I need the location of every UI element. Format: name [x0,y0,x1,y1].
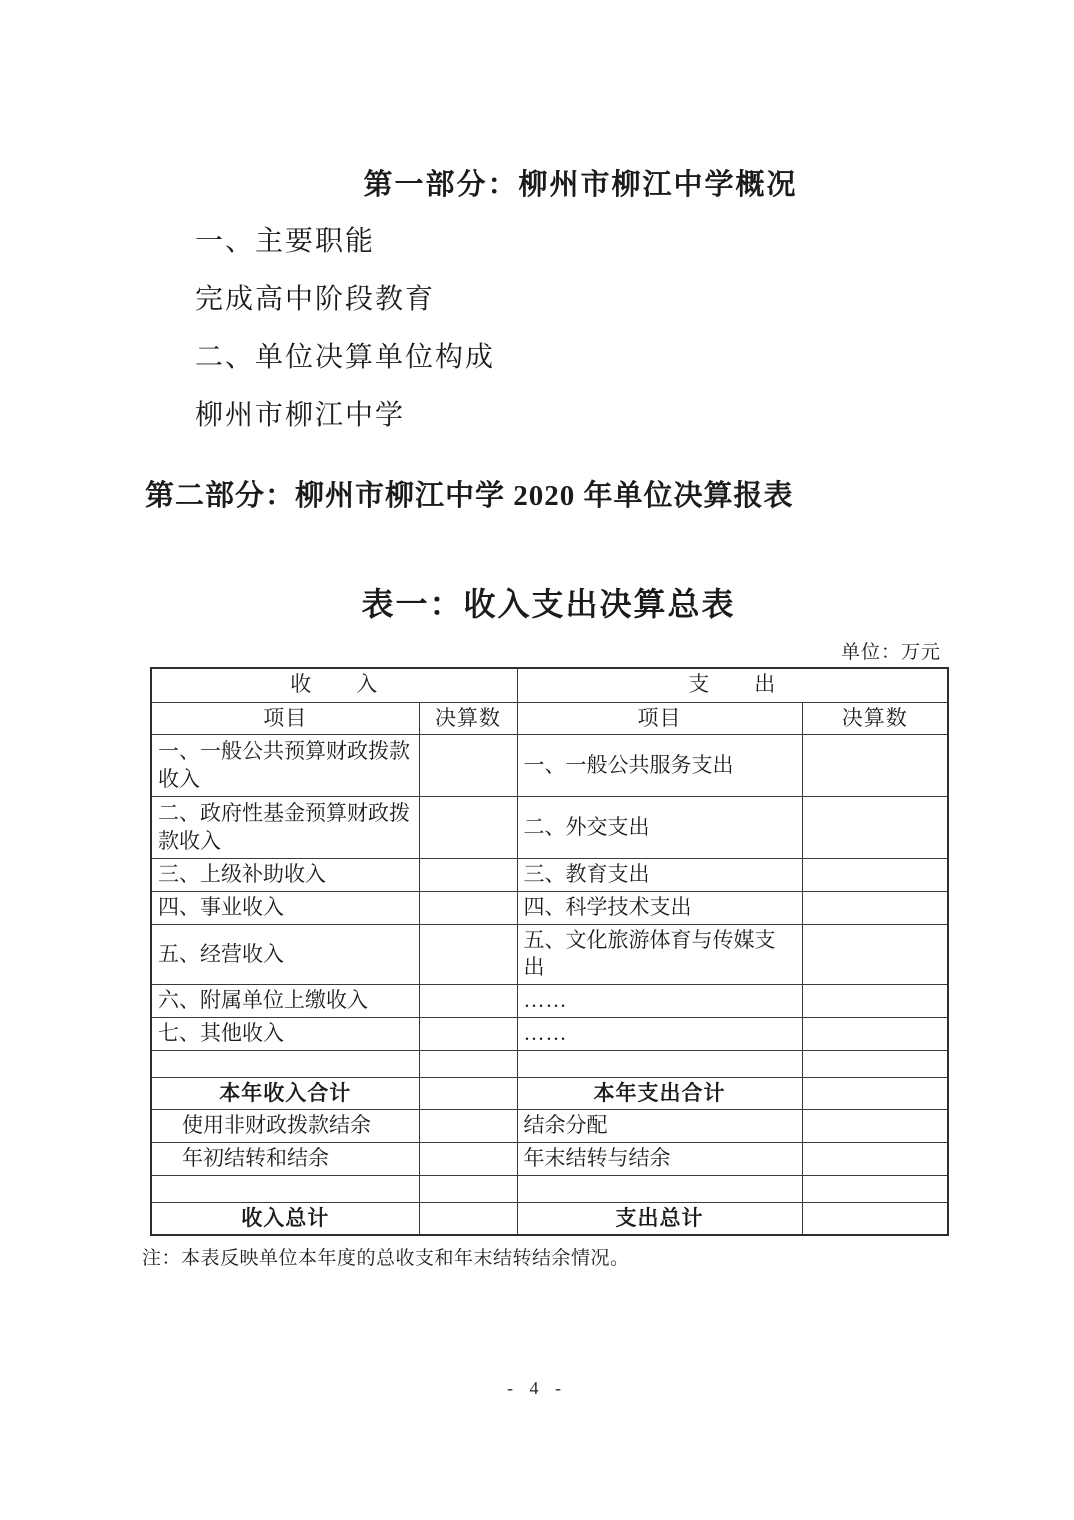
income-item-cell: 六、附属单位上缴收入 [151,985,419,1018]
income-amount-cell [419,1017,517,1050]
table1-title: 表一：收入支出决算总表 [361,586,736,622]
paragraph-unit-composition-heading: 二、单位决算单位构成 [195,342,496,373]
income-amount-cell [419,735,517,797]
expense-amount-cell [802,1202,948,1235]
expense-amount-cell [802,859,948,892]
table-note: 注：本表反映单位本年度的总收支和年末结转结余情况。 [142,1248,630,1270]
income-amount-header: 决算数 [419,702,517,735]
table-row [151,797,948,859]
expense-item-cell: …… [517,985,802,1018]
income-amount-cell [419,1175,517,1202]
table-column-header-row [151,702,948,735]
income-item-cell: 收入总计 [151,1202,419,1235]
income-item-cell: 七、其他收入 [151,1017,419,1050]
expense-item-cell: 支出总计 [517,1202,802,1235]
income-item-cell [151,1050,419,1077]
table-row-yearly-total [151,1077,948,1110]
table-row [151,924,948,984]
income-item-header: 项目 [151,702,419,735]
income-item-cell [151,1175,419,1202]
income-item-cell: 使用非财政拨款结余 [151,1110,419,1143]
expense-group-header: 支 出 [517,668,948,702]
income-item-cell: 本年收入合计 [151,1077,419,1110]
table-row-blank [151,1050,948,1077]
table-row-blank [151,1175,948,1202]
expense-amount-cell [802,1077,948,1110]
expense-item-cell: 年末结转与结余 [517,1142,802,1175]
table-row [151,1017,948,1050]
expense-amount-cell [802,1175,948,1202]
income-amount-cell [419,1142,517,1175]
expense-amount-cell [802,985,948,1018]
expense-item-cell: 一、一般公共服务支出 [517,735,802,797]
expense-item-cell: 四、科学技术支出 [517,891,802,924]
expense-amount-cell [802,1110,948,1143]
part1-title: 第一部分：柳州市柳江中学概况 [363,169,798,201]
expense-item-cell: …… [517,1017,802,1050]
expense-amount-cell [802,797,948,859]
income-amount-cell [419,797,517,859]
income-item-cell: 二、政府性基金预算财政拨款收入 [151,797,419,859]
page-number: - 4 - [507,1378,567,1398]
table-row [151,1142,948,1175]
income-amount-cell [419,859,517,892]
expense-item-header: 项目 [517,702,802,735]
expense-item-cell: 五、文化旅游体育与传媒支出 [517,924,802,984]
table-row [151,1110,948,1143]
expense-item-cell: 二、外交支出 [517,797,802,859]
income-item-cell: 五、经营收入 [151,924,419,984]
part2-title: 第二部分：柳州市柳江中学 2020 年单位决算报表 [145,480,794,512]
income-amount-cell [419,891,517,924]
unit-label: 单位：万元 [840,642,941,663]
budget-summary-table [150,667,949,1236]
expense-item-cell: 三、教育支出 [517,859,802,892]
expense-item-cell: 本年支出合计 [517,1077,802,1110]
expense-amount-header: 决算数 [802,702,948,735]
income-group-header: 收 入 [151,668,517,702]
paragraph-main-duty-body: 完成高中阶段教育 [195,284,436,315]
income-amount-cell [419,985,517,1018]
table-row [151,985,948,1018]
expense-item-cell [517,1050,802,1077]
income-amount-cell [419,1110,517,1143]
expense-amount-cell [802,891,948,924]
paragraph-main-duty-heading: 一、主要职能 [195,226,376,257]
expense-item-cell [517,1175,802,1202]
expense-item-cell: 结余分配 [517,1110,802,1143]
table-row-grand-total [151,1202,948,1235]
income-item-cell: 四、事业收入 [151,891,419,924]
expense-amount-cell [802,924,948,984]
table-row [151,891,948,924]
table-row [151,859,948,892]
expense-amount-cell [802,1142,948,1175]
table-row [151,735,948,797]
income-item-cell: 三、上级补助收入 [151,859,419,892]
income-amount-cell [419,1202,517,1235]
income-amount-cell [419,1077,517,1110]
expense-amount-cell [802,1050,948,1077]
income-amount-cell [419,924,517,984]
income-amount-cell [419,1050,517,1077]
table-group-header-row [151,668,948,702]
expense-amount-cell [802,1017,948,1050]
income-item-cell: 一、一般公共预算财政拨款收入 [151,735,419,797]
income-item-cell: 年初结转和结余 [151,1142,419,1175]
paragraph-unit-composition-body: 柳州市柳江中学 [195,400,406,431]
expense-amount-cell [802,735,948,797]
